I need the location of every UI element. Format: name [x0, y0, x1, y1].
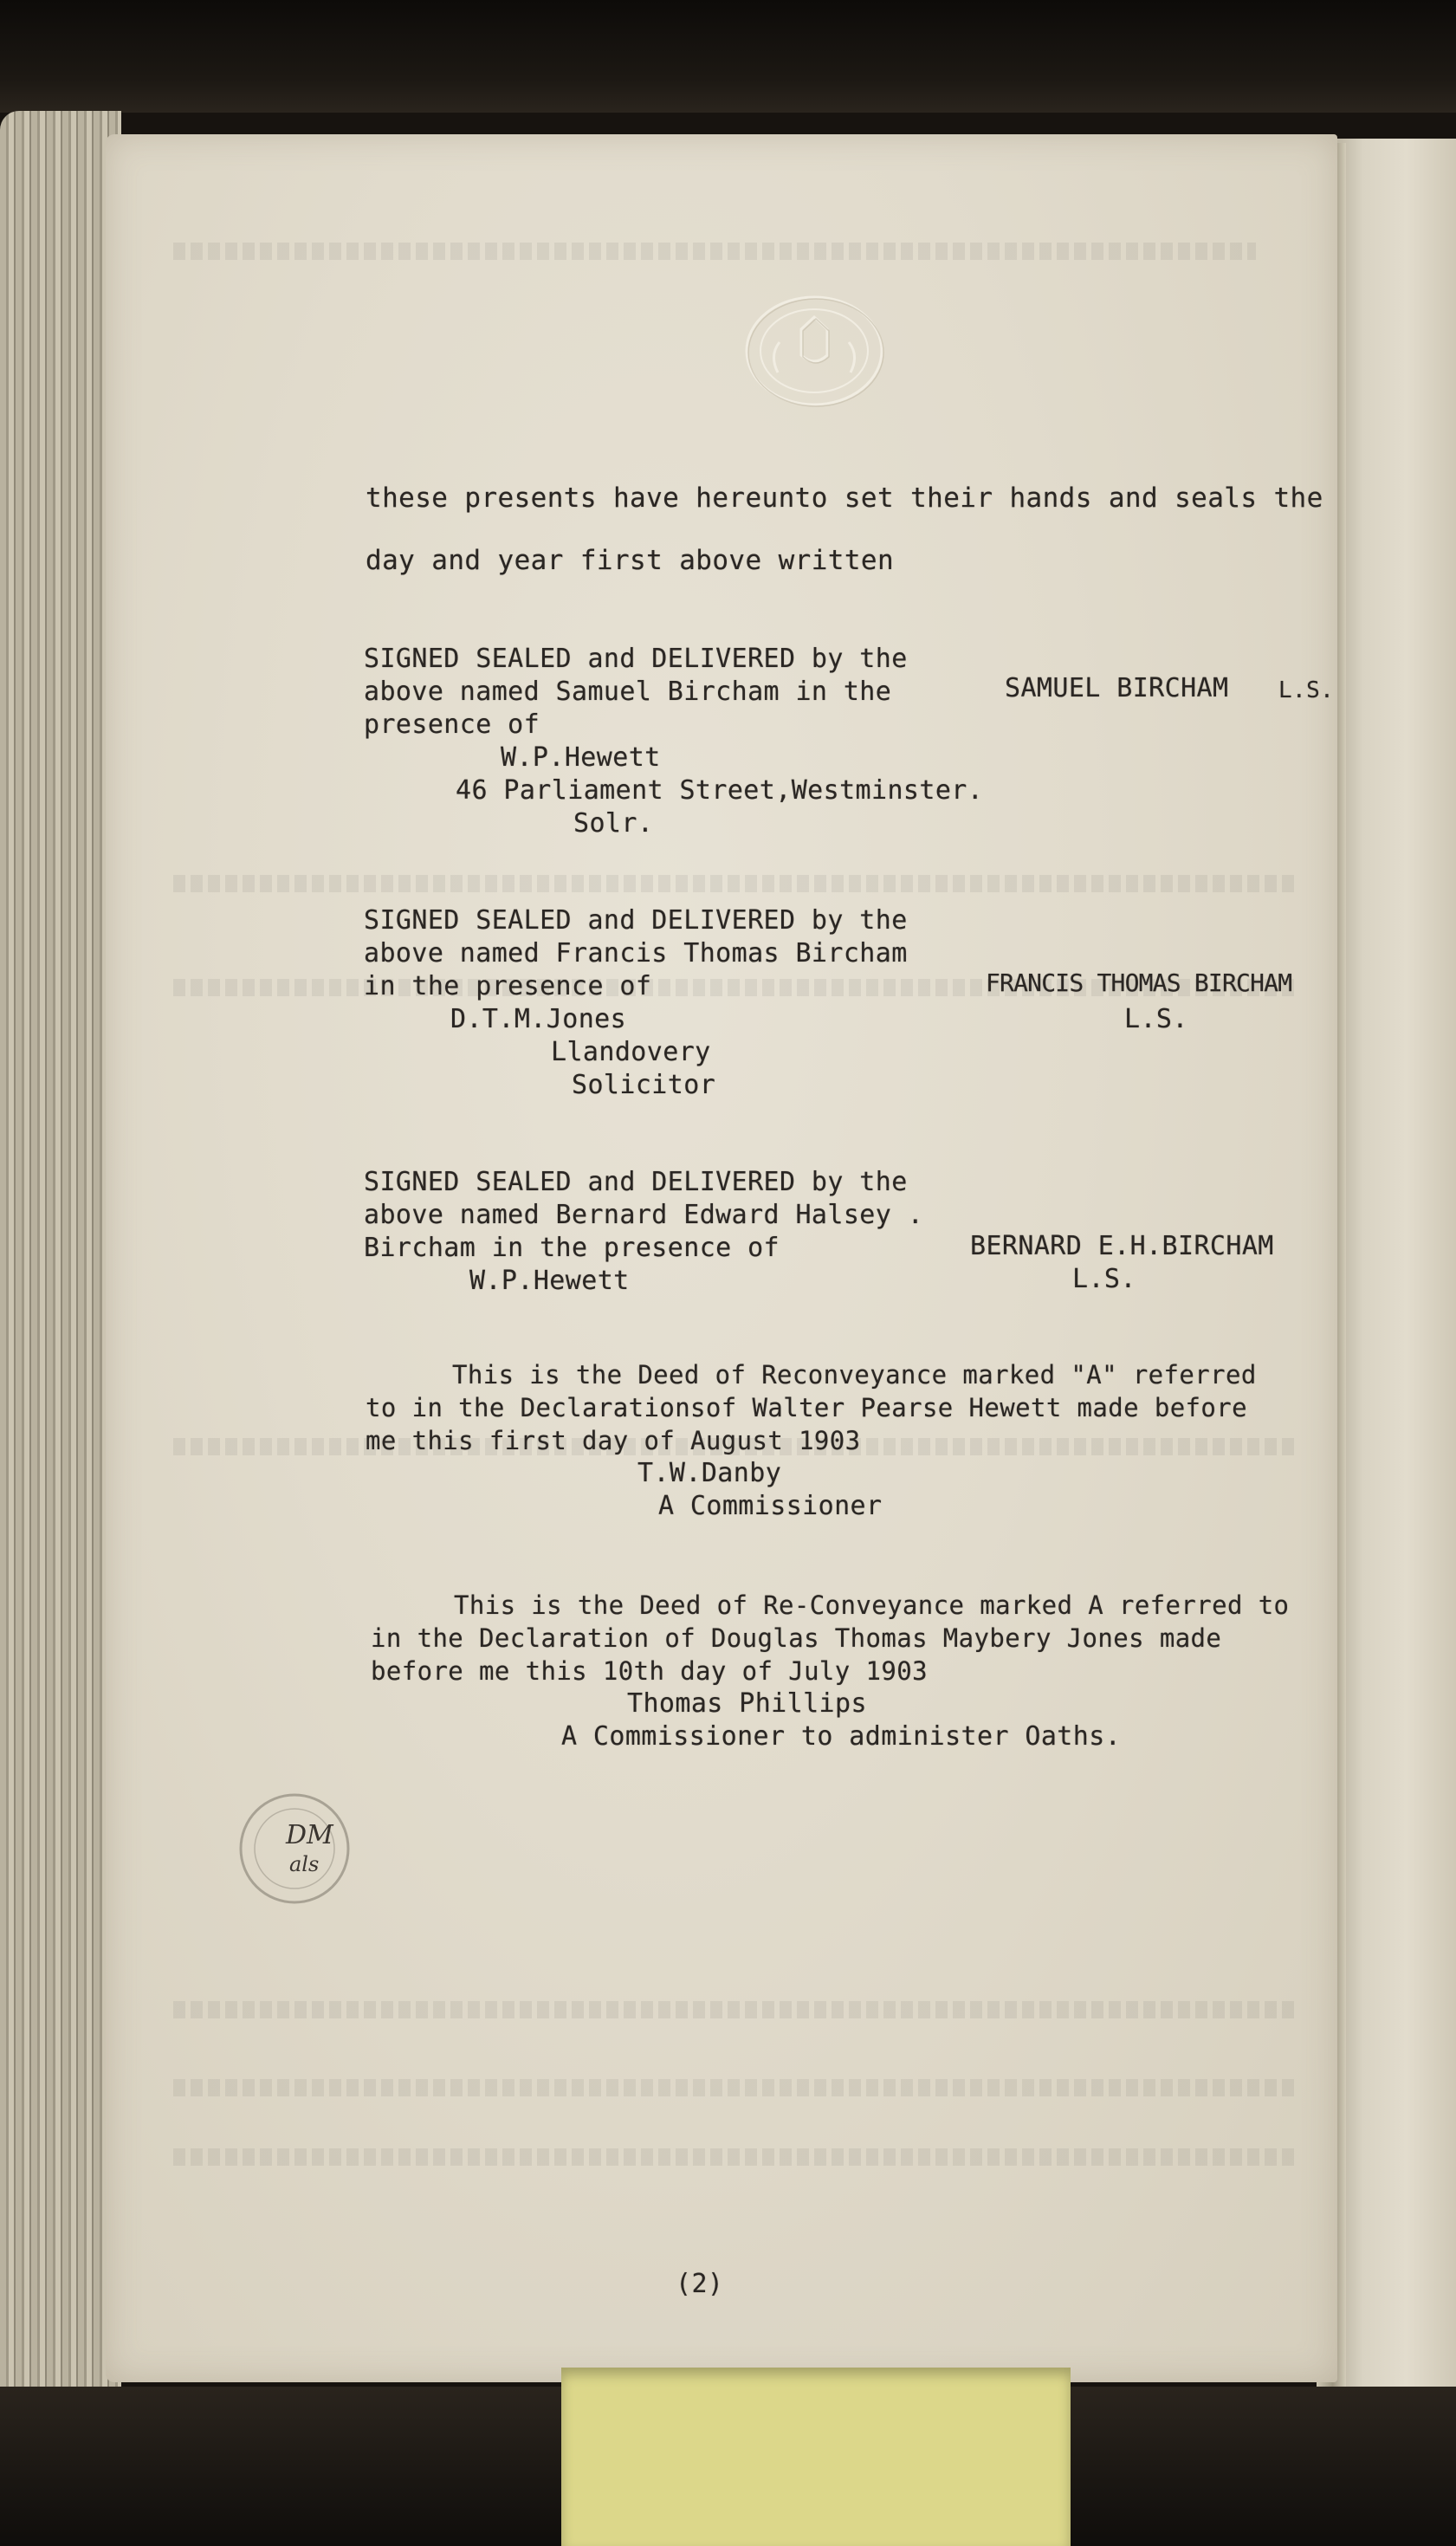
- commissioner-signer: Thomas Phillips: [627, 1688, 867, 1719]
- signature-block-francis: [364, 904, 908, 1003]
- page-number: (2): [676, 2269, 724, 2299]
- endorsement-line: in the Declaration of Douglas Thomas Maybery Jones made: [371, 1623, 1222, 1653]
- facing-page: [1332, 139, 1456, 2391]
- attestation-line: above named Samuel Bircham in the: [364, 677, 892, 707]
- attestation-line: above named Francis Thomas Bircham: [364, 938, 908, 969]
- witness-line: W.P.Hewett: [469, 1266, 630, 1296]
- signature-block-samuel: [364, 643, 908, 742]
- attestation-line: in the presence of: [364, 971, 652, 1001]
- seal-mark: L.S.: [1278, 677, 1335, 703]
- signatory-name: BERNARD E.H.BIRCHAM: [970, 1231, 1274, 1261]
- bleed-through-line: [173, 2148, 1299, 2166]
- commissioner-signer: T.W.Danby: [637, 1458, 782, 1488]
- endorsement-line: This is the Deed of Re-Conveyance marked A referred to: [454, 1590, 1290, 1620]
- book-top-shadow: [0, 0, 1456, 113]
- bleed-through-line: [173, 2001, 1299, 2018]
- stamp-sub: als: [289, 1852, 320, 1876]
- attestation-line: SIGNED SEALED and DELIVERED by the: [364, 905, 908, 936]
- witness-line: W.P.Hewett: [501, 742, 661, 773]
- attestation-line: above named Bernard Edward Halsey .: [364, 1200, 924, 1230]
- attestation-line: SIGNED SEALED and DELIVERED by the: [364, 644, 908, 674]
- witness-line: D.T.M.Jones: [450, 1004, 627, 1034]
- archive-stamp-icon: [236, 1783, 366, 1913]
- opening-line-2: day and year first above written: [366, 545, 895, 576]
- seal-mark: L.S.: [1124, 1004, 1188, 1034]
- commissioner-title: A Commissioner: [658, 1491, 883, 1521]
- bleed-through-line: [173, 875, 1299, 892]
- endorsement-line: me this first day of August 1903: [366, 1426, 861, 1455]
- bleed-through-line: [173, 243, 1256, 260]
- seal-mark: L.S.: [1072, 1264, 1136, 1294]
- paper-flag: [561, 2368, 1071, 2546]
- commissioner-title: A Commissioner to administer Oaths.: [561, 1721, 1122, 1752]
- witness-line: Solicitor: [572, 1070, 716, 1100]
- signatory-name: FRANCIS THOMAS BIRCHAM: [986, 969, 1292, 997]
- endorsement-line: before me this 10th day of July 1903: [371, 1656, 928, 1686]
- bleed-through-line: [173, 2079, 1299, 2096]
- attestation-line: Bircham in the presence of: [364, 1233, 780, 1263]
- witness-line: 46 Parliament Street,Westminster.: [456, 775, 984, 806]
- attestation-line: presence of: [364, 709, 540, 740]
- embossed-seal-icon: [741, 290, 888, 411]
- witness-line: Llandovery: [551, 1037, 711, 1067]
- stamp-initials: DM: [286, 1820, 333, 1850]
- opening-line-1: these presents have hereunto set their hands and seals the: [366, 483, 1323, 514]
- signatory-name: SAMUEL BIRCHAM: [1005, 673, 1229, 703]
- witness-line: Solr.: [573, 808, 654, 839]
- signature-block-bernard: [364, 1166, 923, 1265]
- page-stack-edges: [0, 111, 121, 2398]
- endorsement-line: This is the Deed of Reconveyance marked "A" referred: [452, 1360, 1257, 1390]
- attestation-line: SIGNED SEALED and DELIVERED by the: [364, 1167, 908, 1197]
- endorsement-line: to in the Declarationsof Walter Pearse Hewett made before: [366, 1393, 1247, 1422]
